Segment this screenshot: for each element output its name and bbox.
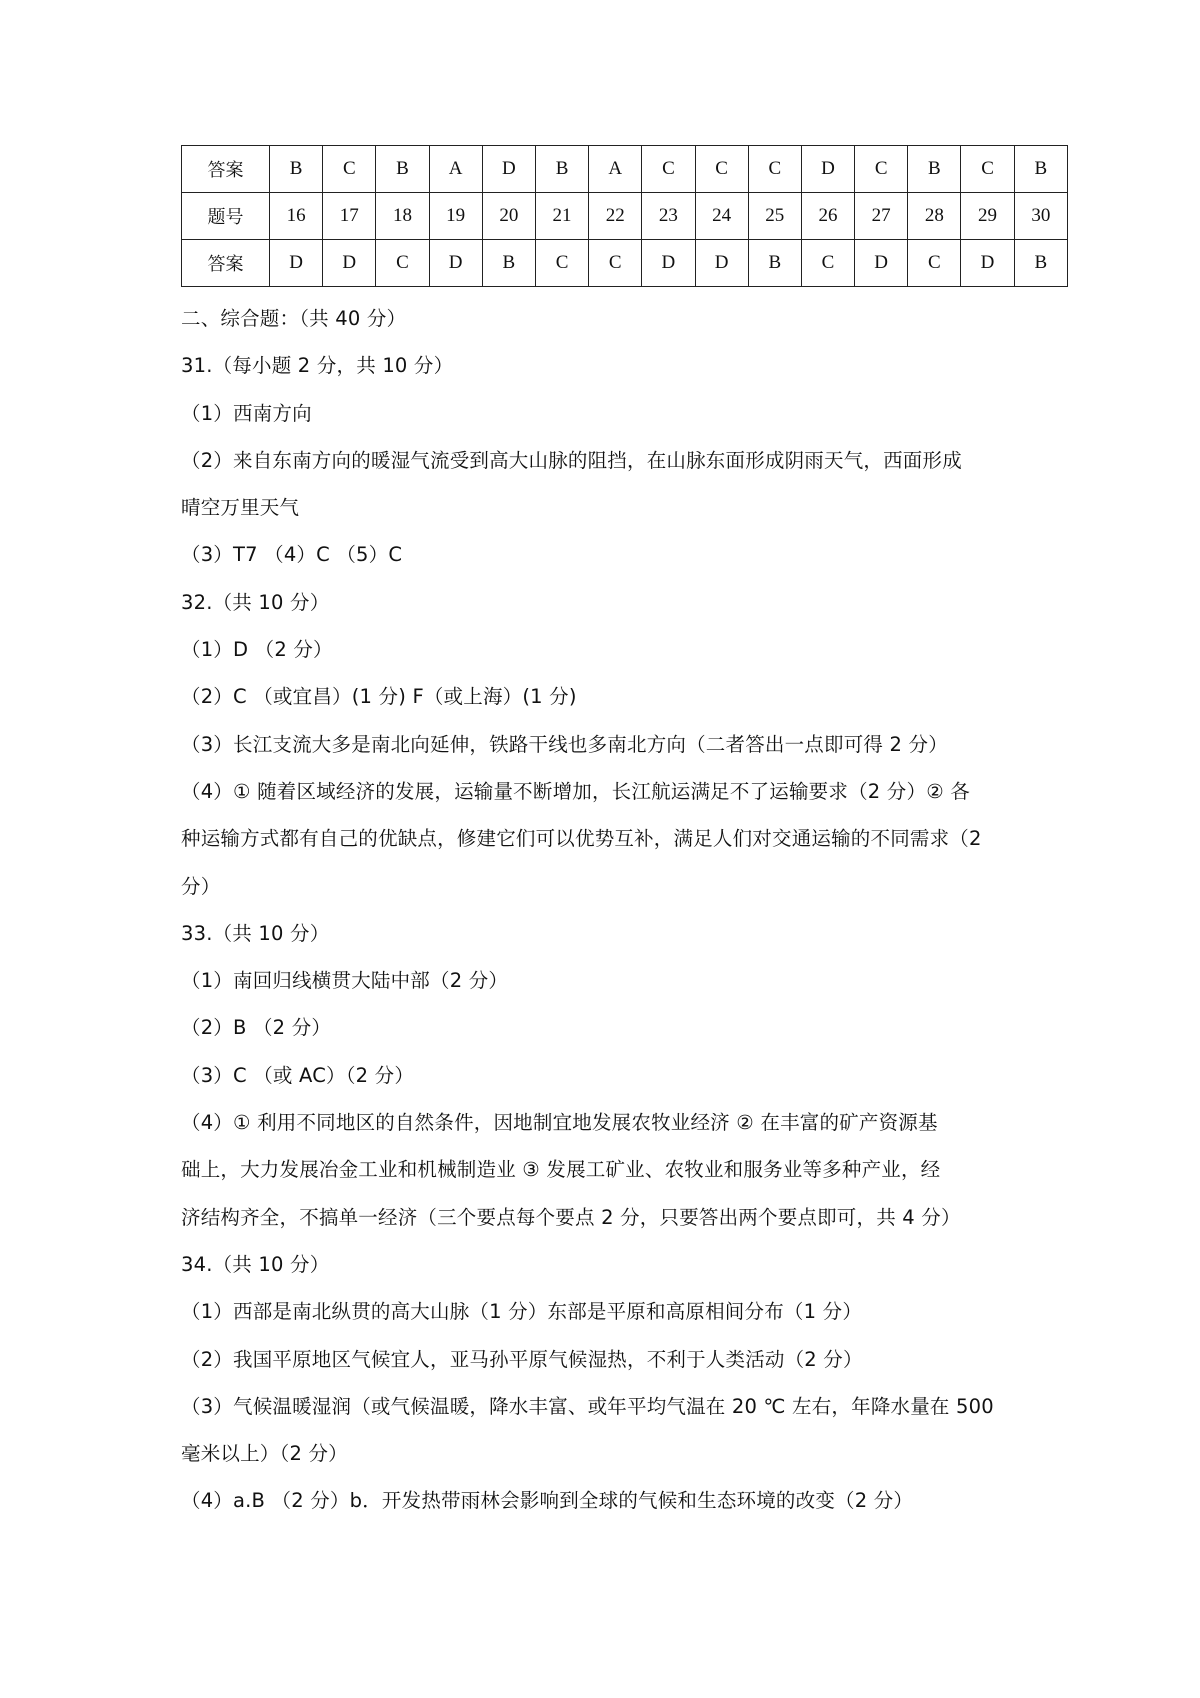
table-cell: D xyxy=(801,146,854,193)
answer-line: 毫米以上）（2 分） xyxy=(181,1442,348,1466)
answer-line: （2）C （或宜昌）(1 分) F（或上海）(1 分) xyxy=(181,685,577,709)
answer-table-row xyxy=(182,240,1068,287)
table-cell: 28 xyxy=(908,193,961,240)
answer-line: 二、综合题：（共 40 分） xyxy=(181,307,407,330)
answer-line: （4）① 利用不同地区的自然条件，因地制宜地发展农牧业经济 ② 在丰富的矿产资源基 xyxy=(181,1111,938,1135)
answer-line: 晴空万里天气 xyxy=(181,496,300,520)
table-cell: 21 xyxy=(535,193,588,240)
table-cell: B xyxy=(908,146,961,193)
table-cell: B xyxy=(535,146,588,193)
answer-line: （1）D （2 分） xyxy=(181,638,333,662)
answer-line: 31.（每小题 2 分，共 10 分） xyxy=(181,354,454,378)
row-header: 答案 xyxy=(182,146,270,193)
table-cell: C xyxy=(535,240,588,287)
answer-table-row xyxy=(182,193,1068,240)
table-cell: 24 xyxy=(695,193,748,240)
answer-table-row xyxy=(182,146,1068,193)
table-cell: A xyxy=(429,146,482,193)
table-cell: A xyxy=(589,146,642,193)
table-cell: C xyxy=(589,240,642,287)
answer-line: （4）① 随着区域经济的发展，运输量不断增加，长江航运满足不了运输要求（2 分）② 各 xyxy=(181,779,970,803)
table-cell: 20 xyxy=(482,193,535,240)
answer-line: 33.（共 10 分） xyxy=(181,921,330,945)
table-cell: B xyxy=(748,240,801,287)
answer-line: （1）西南方向 xyxy=(181,401,312,425)
answer-line: 分） xyxy=(181,874,221,898)
answer-line: （3）气候温暖湿润（或气候温暖，降水丰富、或年平均气温在 20 ℃ 左右，年降水量在 500 xyxy=(181,1394,994,1418)
table-cell: D xyxy=(482,146,535,193)
table-cell: B xyxy=(270,146,323,193)
answer-line: （1）南回归线横贯大陆中部（2 分） xyxy=(181,969,509,993)
table-cell: 19 xyxy=(429,193,482,240)
table-cell: 16 xyxy=(270,193,323,240)
table-cell: B xyxy=(376,146,429,193)
table-cell: B xyxy=(482,240,535,287)
answer-line: 32.（共 10 分） xyxy=(181,590,330,614)
answer-line: 础上，大力发展冶金工业和机械制造业 ③ 发展工矿业、农牧业和服务业等多种产业，经 xyxy=(181,1158,941,1182)
table-cell: C xyxy=(695,146,748,193)
table-cell: 23 xyxy=(642,193,695,240)
table-cell: 30 xyxy=(1014,193,1067,240)
answer-table xyxy=(181,145,1068,287)
answer-line: （3）T7 （4）C （5）C xyxy=(181,543,403,567)
table-cell: D xyxy=(429,240,482,287)
answer-line: （2）来自东南方向的暖湿气流受到高大山脉的阻挡，在山脉东面形成阴雨天气，西面形成 xyxy=(181,448,962,472)
row-header: 答案 xyxy=(182,240,270,287)
table-cell: 22 xyxy=(589,193,642,240)
table-cell: B xyxy=(1014,146,1067,193)
answer-line: （3）长江支流大多是南北向延伸，铁路干线也多南北方向（二者答出一点即可得 2 分） xyxy=(181,732,948,756)
table-cell: D xyxy=(323,240,376,287)
table-cell: C xyxy=(908,240,961,287)
row-header: 题号 xyxy=(182,193,270,240)
table-cell: 17 xyxy=(323,193,376,240)
answer-line: （2）B （2 分） xyxy=(181,1016,332,1040)
answer-line: 34.（共 10 分） xyxy=(181,1252,330,1276)
table-cell: C xyxy=(961,146,1014,193)
table-cell: C xyxy=(748,146,801,193)
table-cell: C xyxy=(642,146,695,193)
comprehensive-answers xyxy=(181,295,1041,1525)
answer-line: （4）a.B （2 分）b．开发热带雨林会影响到全球的气候和生态环境的改变（2 分） xyxy=(181,1489,914,1513)
table-cell: D xyxy=(270,240,323,287)
answer-line: （2）我国平原地区气候宜人，亚马孙平原气候湿热，不利于人类活动（2 分） xyxy=(181,1347,863,1371)
table-cell: D xyxy=(642,240,695,287)
table-cell: C xyxy=(855,146,908,193)
table-cell: D xyxy=(961,240,1014,287)
table-cell: D xyxy=(855,240,908,287)
table-cell: 18 xyxy=(376,193,429,240)
table-cell: 27 xyxy=(855,193,908,240)
table-cell: B xyxy=(1014,240,1067,287)
answer-line: （3）C （或 AC）（2 分） xyxy=(181,1063,415,1087)
answer-line: 种运输方式都有自己的优缺点，修建它们可以优势互补，满足人们对交通运输的不同需求（2 xyxy=(181,827,982,851)
table-cell: 26 xyxy=(801,193,854,240)
table-cell: C xyxy=(323,146,376,193)
answer-line: 济结构齐全，不搞单一经济（三个要点每个要点 2 分，只要答出两个要点即可，共 4 分） xyxy=(181,1205,961,1229)
table-cell: C xyxy=(376,240,429,287)
table-cell: 25 xyxy=(748,193,801,240)
table-cell: C xyxy=(801,240,854,287)
table-cell: D xyxy=(695,240,748,287)
table-cell: 29 xyxy=(961,193,1014,240)
answer-line: （1）西部是南北纵贯的高大山脉（1 分）东部是平原和高原相间分布（1 分） xyxy=(181,1300,863,1324)
